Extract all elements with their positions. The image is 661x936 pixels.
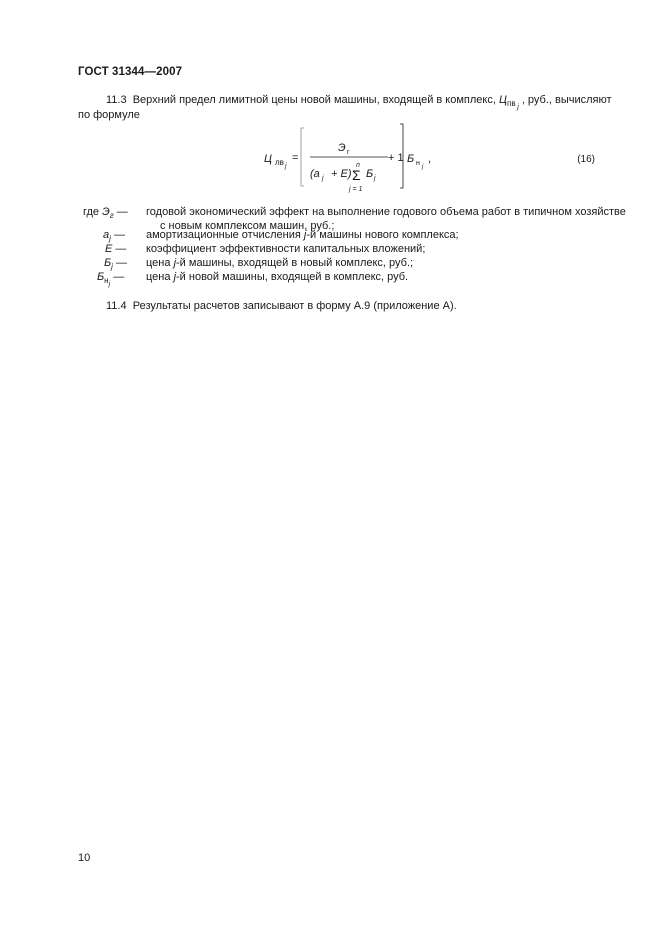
formula-number: (16) (577, 154, 595, 165)
document-header: ГОСТ 31344—2007 (78, 66, 183, 78)
sum-term: Б (366, 168, 374, 180)
where-item-4-text: цена j-й машины, входящей в новый комплекс, руб.; (146, 257, 414, 269)
denominator-a-sub: j (322, 175, 324, 182)
page-number: 10 (78, 852, 91, 864)
where-item-1-cont: с новым комплексом машин, руб.; (160, 220, 335, 232)
sum-term-sub: j (374, 175, 376, 182)
sum-sign: Σ (352, 167, 361, 183)
equals-sign: = (292, 152, 299, 164)
left-bracket (301, 128, 304, 186)
formula-trail: , (428, 153, 432, 165)
where-item-1-text: годовой экономический эффект на выполнение годового объема работ в типичном хозяйстве (146, 206, 626, 218)
symbol-c: Ц (498, 94, 507, 106)
rhs-sub: н (416, 160, 420, 167)
plus-one: + 1 (388, 152, 404, 164)
where-item-2-text: амортизационные отчисления j-й машины нового комплекса; (146, 229, 459, 241)
rhs-sub2: j (422, 164, 424, 170)
section-11-3-line1: 11.3 Верхний предел лимитной цены новой машины, входящей в комплекс, $Ц_{пв _j}$ , руб., вычисляют (106, 94, 612, 111)
rhs-symbol: Б (407, 153, 415, 165)
where-item-1: где $Э_г$ — (83, 206, 128, 220)
denominator-mid: + E) (331, 168, 352, 180)
where-item-3-text: коэффициент эффективности капитальных вложений; (146, 243, 426, 255)
denominator-open: (a (310, 168, 320, 180)
where-item-5-symbol: $Б_{н_j}$ — (97, 271, 125, 288)
where-item-3-symbol: E — (105, 243, 127, 255)
section-text: Верхний предел лимитной цены новой машины, входящей в комплекс, (132, 94, 496, 106)
lhs-sub: лв (275, 158, 284, 167)
where-item-4-symbol: $Б_j$ — (104, 257, 128, 271)
lhs-symbol: Ц (264, 153, 272, 165)
section-11-3-line2: по формуле (78, 109, 140, 121)
section-number: 11.3 (106, 94, 127, 106)
numerator-sub: г (347, 149, 350, 156)
lhs-sub2: j (285, 163, 287, 170)
where-item-2-symbol: $a_j$ — (103, 229, 125, 243)
where-item-5-text: цена j-й новой машины, входящей в комплекс, руб. (146, 271, 409, 283)
sum-upper-limit: n (356, 162, 360, 169)
formula-graphic (250, 120, 630, 195)
section-11-4: 11.4 Результаты расчетов записывают в форму А.9 (приложение А). (106, 300, 457, 312)
sum-lower-limit: j = 1 (349, 186, 363, 193)
numerator-symbol: Э (338, 142, 346, 154)
formula-16 (250, 120, 630, 195)
